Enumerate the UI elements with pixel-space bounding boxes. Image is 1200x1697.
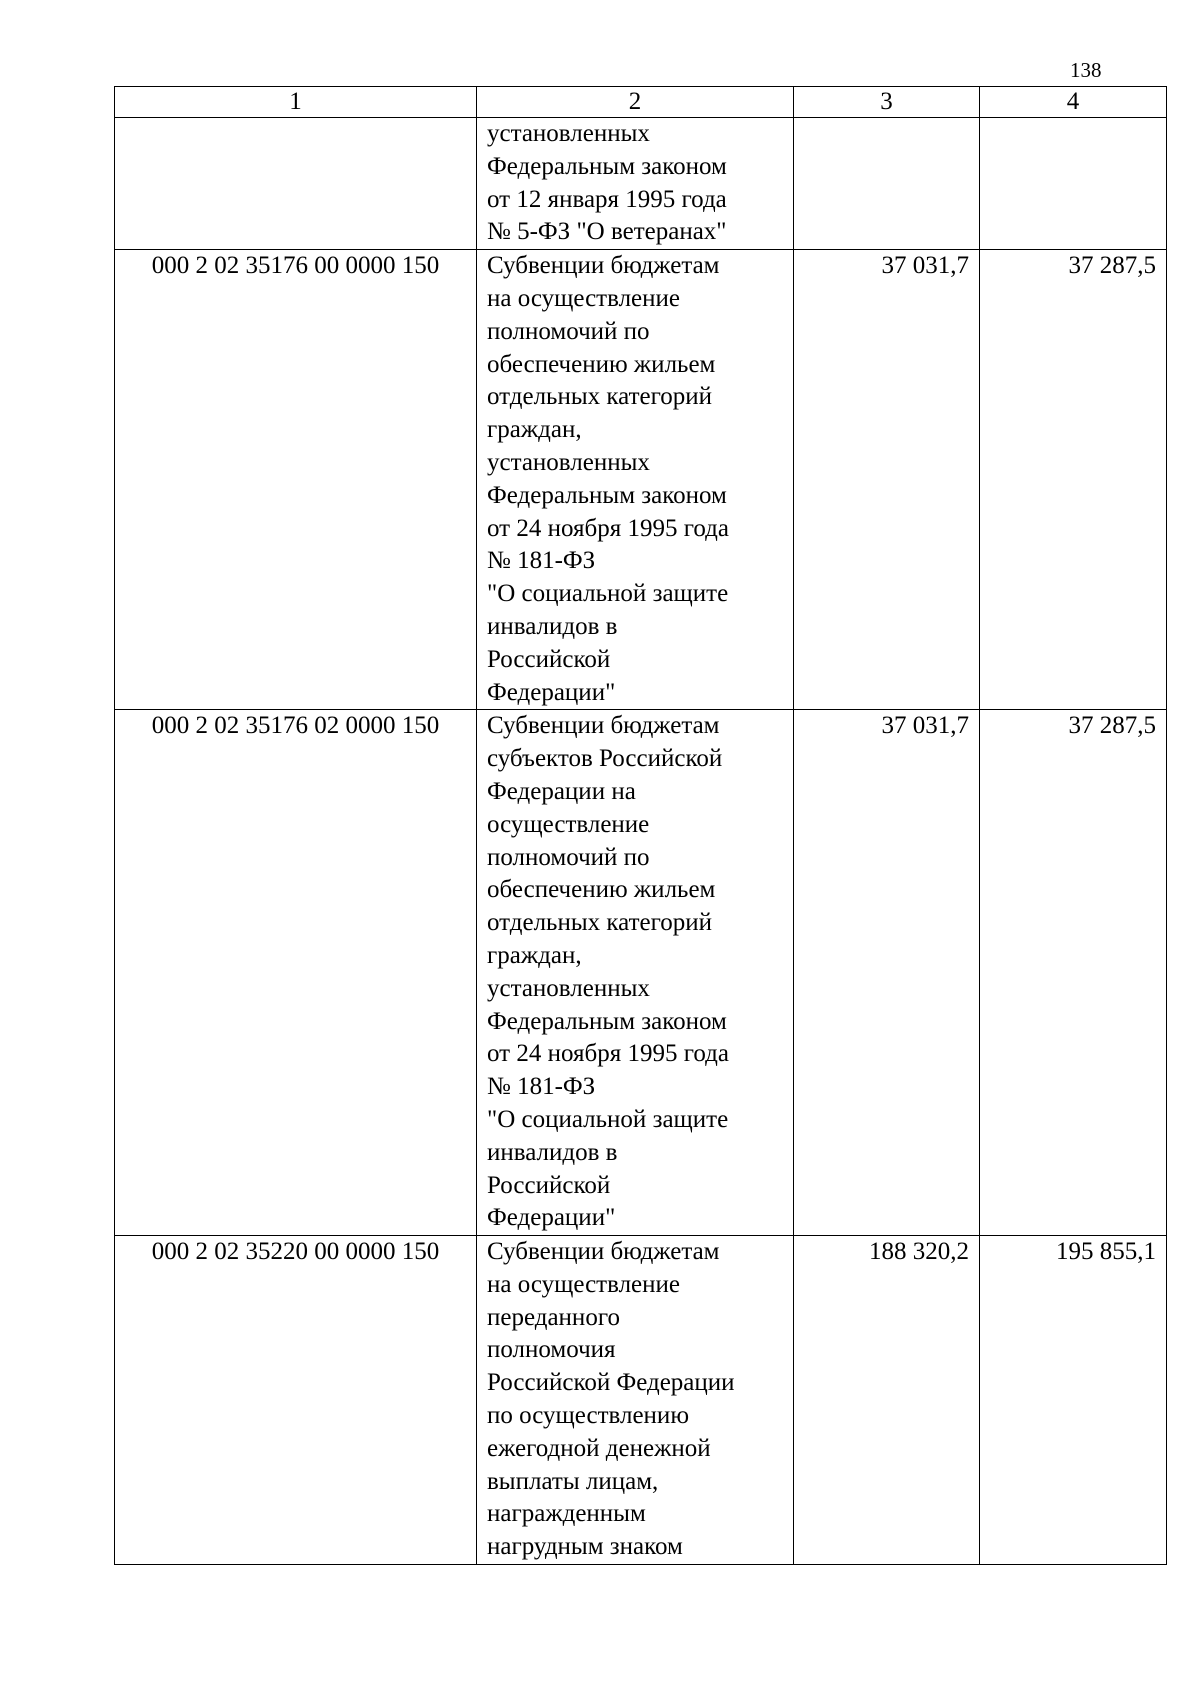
table-row [115, 1236, 1167, 1565]
page-number: 138 [1070, 58, 1102, 82]
table-row [115, 250, 1167, 710]
value-cell-col3: 37 031,7 [794, 250, 980, 710]
description-cell: Субвенции бюджетам на осуществление полномочий по обеспечению жильем отдельных категорий граждан, установленных Федеральным законом от 24 ноября 1995 года № 181-ФЗ "О социальной защите инвалидов в Российской Федерации" [477, 250, 794, 710]
code-cell: 000 2 02 35176 02 0000 150 [115, 710, 477, 1236]
table-row [115, 118, 1167, 250]
column-header-3: 3 [794, 87, 980, 118]
description-cell: Субвенции бюджетам на осуществление переданного полномочия Российской Федерации по осуществлению ежегодной денежной выплаты лицам, награжденным нагрудным знаком [477, 1236, 794, 1565]
column-header-4: 4 [980, 87, 1167, 118]
value-cell-col4 [980, 118, 1167, 250]
value-cell-col4: 37 287,5 [980, 250, 1167, 710]
table-header-row [115, 87, 1167, 118]
value-cell-col3 [794, 118, 980, 250]
value-cell-col4: 37 287,5 [980, 710, 1167, 1236]
value-cell-col3: 37 031,7 [794, 710, 980, 1236]
description-cell: установленных Федеральным законом от 12 января 1995 года № 5-ФЗ "О ветеранах" [477, 118, 794, 250]
column-header-1: 1 [115, 87, 477, 118]
budget-table [114, 86, 1167, 1565]
column-header-2: 2 [477, 87, 794, 118]
code-cell [115, 118, 477, 250]
table-row [115, 710, 1167, 1236]
code-cell: 000 2 02 35176 00 0000 150 [115, 250, 477, 710]
value-cell-col4: 195 855,1 [980, 1236, 1167, 1565]
value-cell-col3: 188 320,2 [794, 1236, 980, 1565]
description-cell: Субвенции бюджетам субъектов Российской Федерации на осуществление полномочий по обеспечению жильем отдельных категорий граждан, установленных Федеральным законом от 24 ноября 1995 года № 181-ФЗ "О социальной защите инвалидов в Российской Федерации" [477, 710, 794, 1236]
code-cell: 000 2 02 35220 00 0000 150 [115, 1236, 477, 1565]
